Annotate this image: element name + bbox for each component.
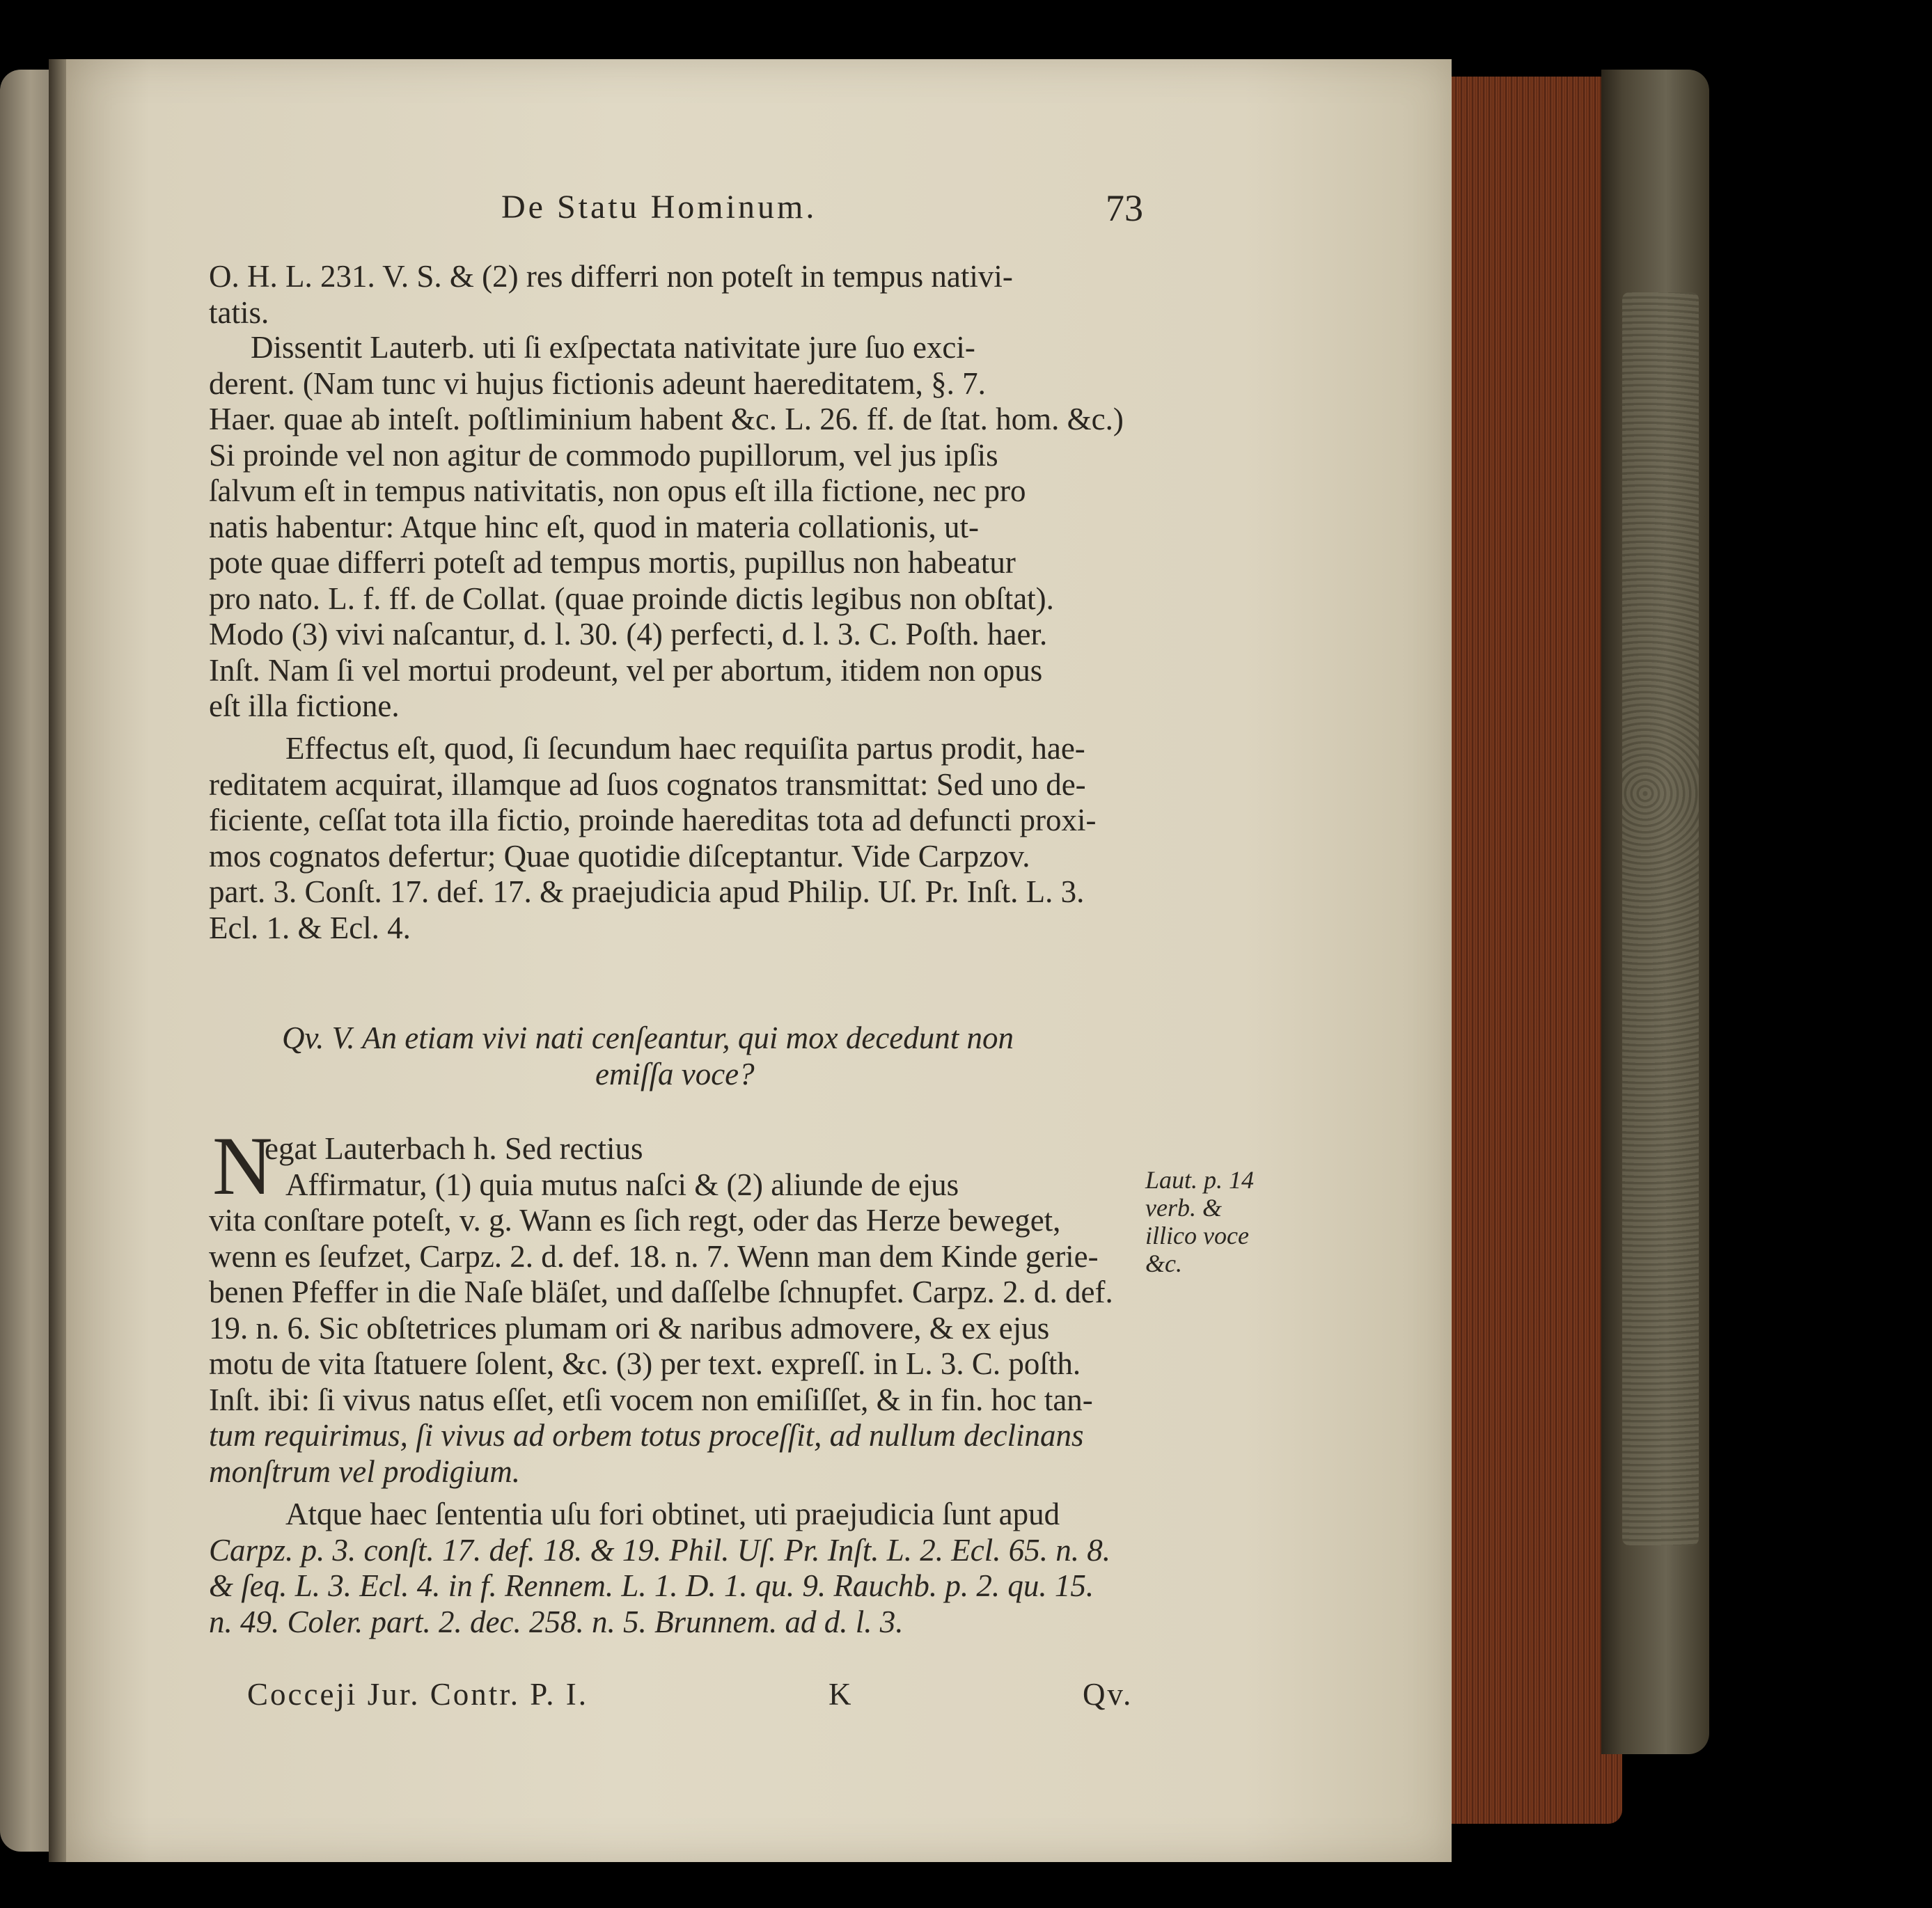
text-line: part. 3. Conſt. 17. def. 17. & praejudicia apud Philip. Uſ. Pr. Inſt. L. 3.	[209, 874, 1085, 909]
paragraph-5	[209, 1497, 1184, 1640]
text-line: Carpz. p. 3. conſt. 17. def. 18. & 19. Phil. Uſ. Pr. Inſt. L. 2. Ecl. 65. n. 8.	[209, 1532, 1110, 1568]
text-line: Atque haec ſententia uſu fori obtinet, uti praejudicia ſunt apud	[285, 1497, 1060, 1531]
text-line: ficiente, ceſſat tota illa fictio, proinde haereditas tota ad defuncti proxi-	[209, 803, 1097, 837]
text-line: tum requirimus, ſi vivus ad orbem totus proceſſit, ad nullum declinans	[209, 1418, 1084, 1453]
text-line: Effectus eſt, quod, ſi ſecundum haec requiſita partus prodit, hae-	[285, 731, 1085, 766]
question-line-1: Qv. V. An etiam vivi nati cenſeantur, qui mox decedunt non	[282, 1020, 1014, 1055]
text-line: & ſeq. L. 3. Ecl. 4. in f. Rennem. L. 1. D. 1. qu. 9. Rauchb. p. 2. qu. 15.	[209, 1568, 1094, 1603]
text-line: O. H. L. 231. V. S. & (2) res differri non poteſt in tempus nativi-	[209, 259, 1013, 294]
paragraph-2	[209, 330, 1184, 725]
text-line: egat Lauterbach h. Sed rectius	[265, 1131, 643, 1166]
paragraph-4	[209, 1131, 1184, 1490]
text-line: eſt illa fictione.	[209, 688, 400, 723]
catchword: Qv.	[1083, 1677, 1133, 1712]
text-line: natis habentur: Atque hinc eſt, quod in materia collationis, ut-	[209, 509, 979, 544]
text-line: Inſt. ibi: ſi vivus natus eſſet, etſi vocem non emiſiſſet, & in fin. hoc tan-	[209, 1382, 1093, 1417]
text-line: vita conſtare poteſt, v. g. Wann es ſich regt, oder das Herze beweget,	[209, 1203, 1061, 1238]
text-line: reditatem acquirat, illamque ad ſuos cognatos transmittat: Sed uno de-	[209, 766, 1086, 802]
text-line: Si proinde vel non agitur de commodo pupillorum, vel jus ipſis	[209, 437, 998, 473]
text-line: pro nato. L. f. ff. de Collat. (quae proinde dictis legibus non obſtat).	[209, 581, 1054, 616]
marginal-note-line: verb. &	[1145, 1194, 1222, 1222]
text-line: Ecl. 1. & Ecl. 4.	[209, 910, 411, 945]
marginal-note-line: Laut. p. 14	[1145, 1166, 1255, 1194]
running-head: De Statu Hominum.	[501, 189, 817, 226]
text-line: Affirmatur, (1) quia mutus naſci & (2) aliunde de ejus	[285, 1167, 959, 1202]
paragraph-3	[209, 731, 1184, 946]
text-line: tatis.	[209, 294, 269, 330]
text-line: motu de vita ſtatuere ſolent, &c. (3) per text. expreſſ. in L. 3. C. poſth.	[209, 1346, 1081, 1381]
text-line: pote quae differri poteſt ad tempus mortis, pupillus non habeatur	[209, 545, 1016, 580]
marginal-note-line: illico voce	[1145, 1222, 1249, 1249]
text-line: Inſt. Nam ſi vel mortui prodeunt, vel per abortum, itidem non opus	[209, 652, 1043, 688]
text-line: wenn es ſeufzet, Carpz. 2. d. def. 18. n. 7. Wenn man dem Kinde gerie-	[209, 1238, 1099, 1274]
paragraph-1	[209, 259, 1184, 331]
text-line: n. 49. Coler. part. 2. dec. 258. n. 5. Brunnem. ad d. l. 3.	[209, 1604, 904, 1639]
drop-cap: N	[212, 1119, 273, 1212]
text-line: benen Pfeffer in die Naſe bläſet, und daſſelbe ſchnupfet. Carpz. 2. d. def.	[209, 1275, 1113, 1309]
question-line-2: emiſſa voce?	[595, 1056, 755, 1091]
text-line: Haer. quae ab inteſt. poſtliminium habent &c. L. 26. ff. de ſtat. hom. &c.)	[209, 402, 1124, 436]
text-line: Modo (3) vivi naſcantur, d. l. 30. (4) perfecti, d. l. 3. C. Poſth. haer.	[209, 617, 1048, 652]
text-line: derent. (Nam tunc vi hujus fictionis adeunt haereditatem, §. 7.	[209, 365, 986, 401]
text-line: 19. n. 6. Sic obſtetrices plumam ori & naribus admovere, & ex ejus	[209, 1310, 1050, 1346]
page-edges	[1441, 77, 1622, 1824]
signature-mark: K	[828, 1677, 854, 1712]
text-line: mos cognatos defertur; Quae quotidie diſceptantur. Vide Carpzov.	[209, 838, 1030, 874]
text-line: Dissentit Lauterb. uti ſi exſpectata nativitate jure ſuo exci-	[251, 330, 975, 365]
cover-texture	[1622, 292, 1699, 1545]
page-number: 73	[1106, 187, 1143, 229]
signature-title: Cocceji Jur. Contr. P. I.	[247, 1677, 588, 1712]
text-line: monſtrum vel prodigium.	[209, 1453, 521, 1489]
marginal-note	[1145, 1166, 1254, 1277]
marginal-note-line: &c.	[1145, 1249, 1182, 1277]
text-line: ſalvum eſt in tempus nativitatis, non opus eſt illa fictione, nec pro	[209, 473, 1026, 508]
left-page-edge	[0, 70, 56, 1852]
question-heading	[282, 1020, 1187, 1091]
